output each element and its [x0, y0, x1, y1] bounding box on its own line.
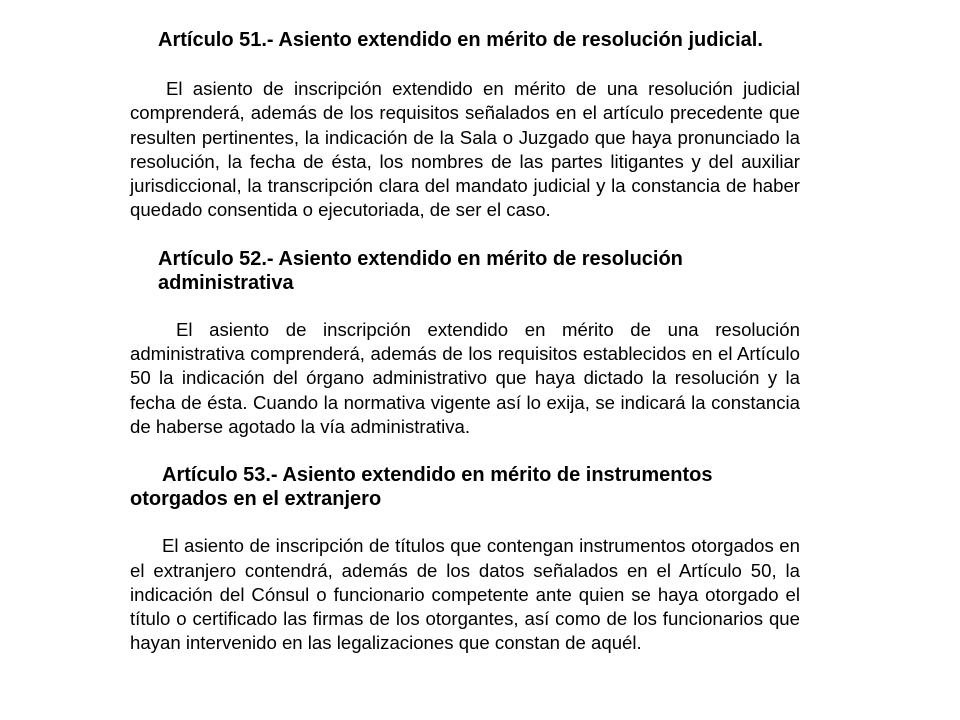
article-51-text: El asiento de inscripción extendido en mérito de una resolución judicial comprenderá, además de los requisitos señalados en el artículo precedente que resulten pertinentes, la indicación de la Sala o Juzgado que haya pronunciado la resolución, la fecha de ésta, los nombres de las partes litigantes y del auxiliar jurisdiccional, la transcripción clara del mandato judicial y la constancia de haber quedado consentida o ejecutoriada, de ser el caso. [130, 78, 800, 221]
article-53-text: El asiento de inscripción de títulos que contengan instrumentos otorgados en el extranjero contendrá, además de los datos señalados en el Artículo 50, la indicación del Cónsul o funcionario competente ante quien se haya otorgado el título o certificado las firmas de los otorgantes, así como de los funcionarios que hayan intervenido en las legalizaciones que constan de aquél. [130, 535, 800, 654]
article-52-heading: Artículo 52.- Asiento extendido en mérito de resolución administrativa [158, 247, 683, 294]
article-52-text: El asiento de inscripción extendido en mérito de una resolución administrativa comprenderá, además de los requisitos establecidos en el Artículo 50 la indicación del órgano administrativo que haya dictado la resolución y la fecha de ésta. Cuando la normativa vigente así lo exija, se indicará la constancia de haberse agotado la vía administrativa. [130, 318, 800, 437]
article-52 [130, 247, 800, 439]
article-51 [130, 28, 800, 223]
article-51-heading: Artículo 51.- Asiento extendido en mérito de resolución judicial. [158, 29, 763, 51]
article-53-heading: Artículo 53.- Asiento extendido en mérito de instrumentos otorgados en el extranjero [130, 464, 713, 511]
article-53 [130, 463, 800, 655]
document-body [130, 28, 800, 656]
